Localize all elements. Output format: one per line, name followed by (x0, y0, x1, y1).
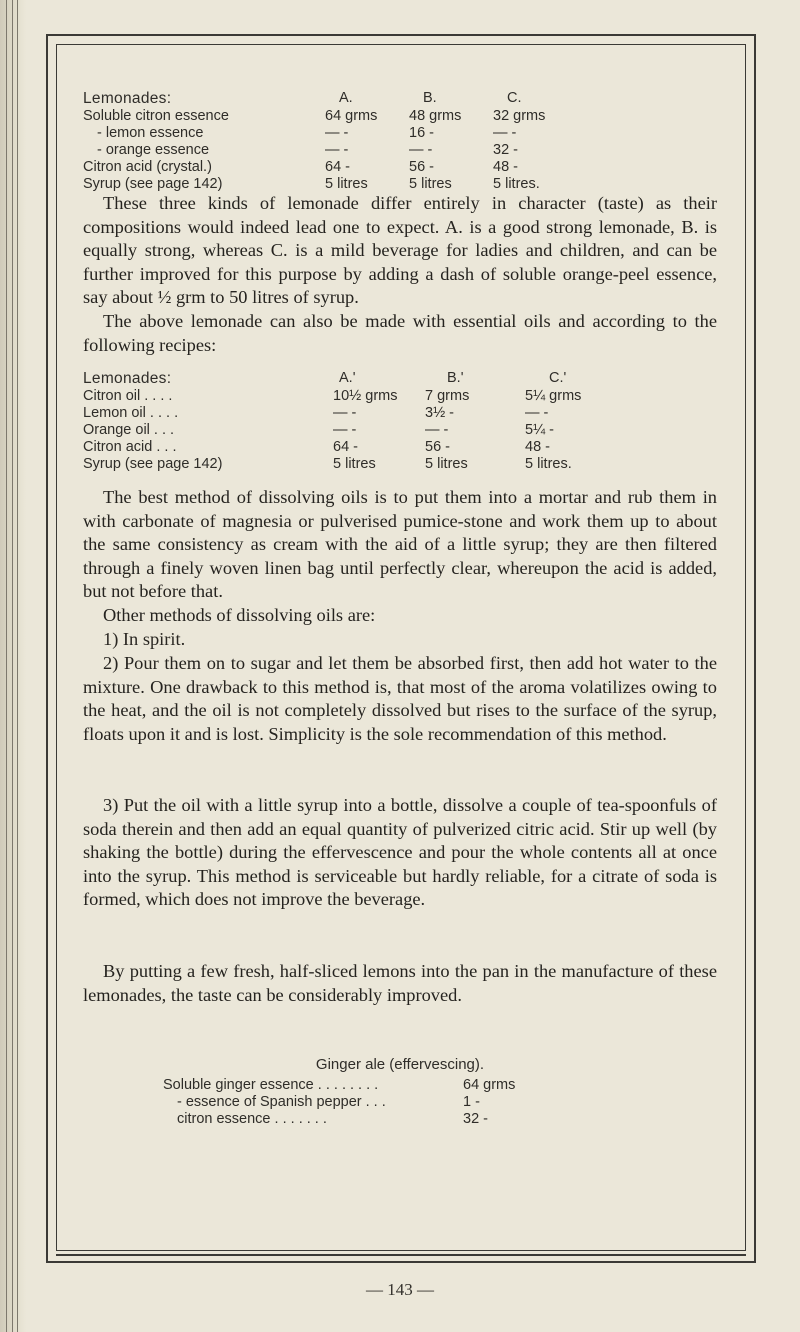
table-title: Lemonades: (83, 370, 172, 387)
paragraph-other-methods: Other methods of dissolving oils are: (103, 605, 376, 625)
table-header (83, 90, 593, 107)
lemonade-table-1 (83, 90, 593, 193)
paragraph-dissolving-oils: The best method of dissolving oils is to put them into a mortar and rub them in with carbonate of magnesia or pulverised pumice-stone and work them up to about the same consistency as cream with the aid of a little syrup; they are then filtered through a finely woven linen bag until perfectly clear, whereupon the acid is added, but not before that. (83, 487, 717, 601)
table-header (83, 370, 615, 387)
paragraph-fresh-lemons: By putting a few fresh, half-sliced lemons into the pan in the manufacture of these lemonades, the taste can be considerably improved. (83, 961, 717, 1005)
table-row: Syrup (see page 142) 5 litres 5 litres 5 litres. (83, 176, 540, 192)
method-3: 3) Put the oil with a little syrup into a bottle, dissolve a couple of tea-spoonfuls of soda therein and then add an equal quantity of pulverized citric acid. Stir up well (by shaking the bottle) during the effervescence and pour the whole contents all at once into the syrup. This method is serviceable but hardly reliable, for a citrate of soda is formed, which does not improve the beverage. (83, 795, 717, 909)
column-b: B. (423, 90, 437, 106)
lemonade-table-2 (83, 370, 615, 473)
table-row: Citron oil . . . . 10½ grms 7 grms 5¼ grms (83, 388, 582, 404)
column-b: B.' (447, 370, 464, 386)
page-number: — 143 — (366, 1280, 434, 1299)
table-row: Citron acid (crystal.) 64 - 56 - 48 - (83, 159, 518, 175)
column-a: A.' (339, 370, 356, 386)
column-c: C. (507, 90, 522, 106)
paragraph-lemonade-kinds: These three kinds of lemonade differ entirely in character (taste) as their compositions would indeed lead one to expect. A. is a good strong lemonade, B. is equally strong, whereas C. is a mild beverage for ladies and children, and can be further improved for this purpose by adding a dash of soluble orange-peel essence, say about ½ grm to 50 litres of syrup. (83, 193, 717, 307)
paragraph-essential-oils: The above lemonade can also be made with essential oils and according to the following recipes: (83, 311, 717, 355)
column-c: C.' (549, 370, 567, 386)
method-1: 1) In spirit. (103, 629, 186, 649)
table-row: Citron acid . . . 64 - 56 - 48 - (83, 439, 550, 455)
method-2: 2) Pour them on to sugar and let them be absorbed first, then add hot water to the mixture. One drawback to this method is, that most of the aroma volatilizes owing to the heat, and the oil is not completely dissolved but rises to the surface of the syrup, floats upon it and is lost. Simplicity is the sole recommendation of this method. (83, 653, 717, 744)
list-item: Soluble ginger essence . . . . . . . . 64 grms (163, 1077, 516, 1093)
table-row: Soluble citron essence 64 grms 48 grms 32 grms (83, 108, 546, 124)
binding-spine (0, 0, 26, 1332)
table-row: Orange oil . . . — - — - 5¼ - (83, 422, 555, 438)
column-a: A. (339, 90, 353, 106)
table-row: - lemon essence — - 16 - — - (97, 125, 517, 141)
list-item: - essence of Spanish pepper . . . 1 - (177, 1094, 480, 1110)
table-title: Lemonades: (83, 90, 172, 107)
list-item: citron essence . . . . . . . 32 - (177, 1111, 488, 1127)
table-row: - orange essence — - — - 32 - (97, 142, 518, 158)
table-row: Syrup (see page 142) 5 litres 5 litres 5 litres. (83, 456, 572, 472)
ginger-ale-title: Ginger ale (effervescing). (315, 1056, 485, 1073)
table-row: Lemon oil . . . . — - 3½ - — - (83, 405, 549, 421)
